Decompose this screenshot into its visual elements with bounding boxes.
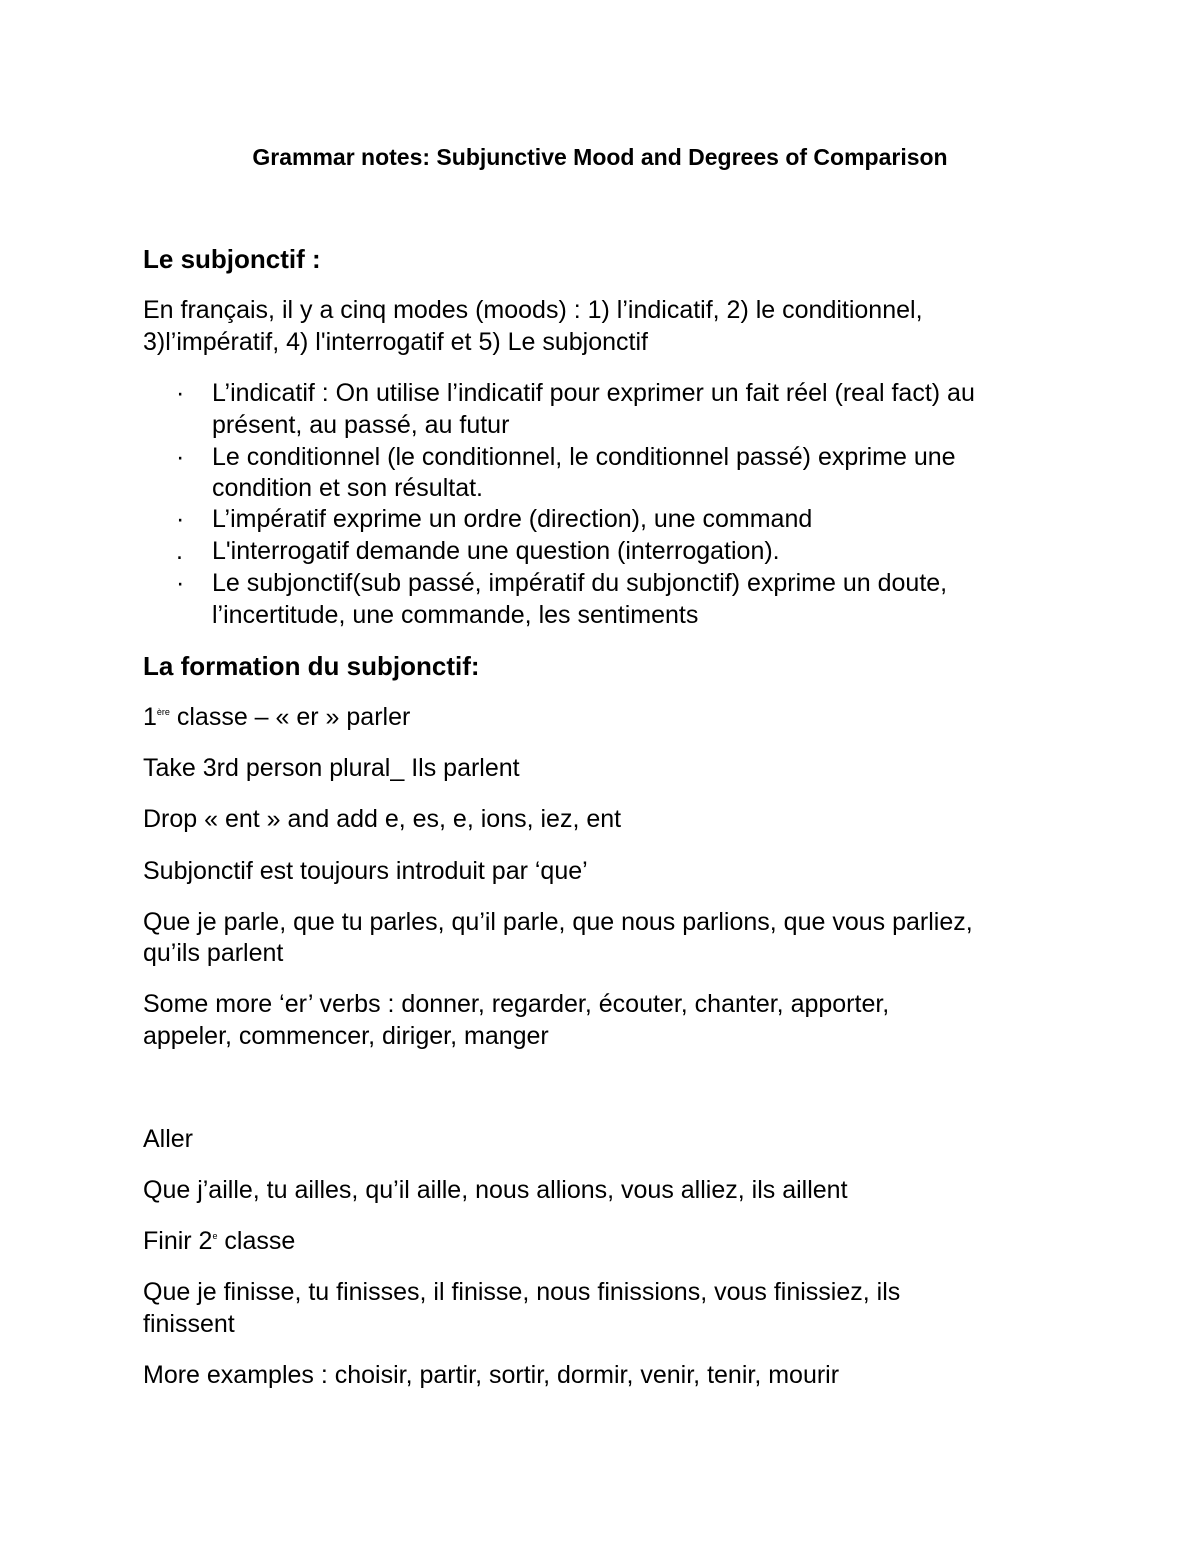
bullet-mark: · (176, 379, 185, 407)
first-class-superscript: ère (156, 707, 170, 717)
take-line: Take 3rd person plural_ Ils parlent (143, 754, 520, 782)
finir-conjugation-line-2: finissent (143, 1310, 235, 1338)
intro-line-2: 3)l’impératif, 4) l'interrogatif et 5) Le subjonctif (143, 328, 648, 356)
bullet-subjonctif-line-1: Le subjonctif(sub passé, impératif du subjonctif) exprime un doute, (212, 569, 948, 597)
first-class-text: classe – « er » parler (169, 703, 411, 731)
section-heading-subjonctif: Le subjonctif : (143, 244, 321, 274)
bullet-interrogatif: L'interrogatif demande une question (interrogation). (212, 537, 780, 565)
first-class-line (143, 701, 410, 733)
finir-conjugation-line-1: Que je finisse, tu finisses, il finisse, nous finissions, vous finissiez, ils (143, 1278, 901, 1306)
bullet-mark: . (176, 537, 183, 565)
bullet-mark: · (176, 443, 185, 471)
drop-line: Drop « ent » and add e, es, e, ions, iez, ent (143, 805, 622, 833)
finir-heading-text: Finir 2 (143, 1227, 213, 1255)
finir-superscript: e (212, 1231, 218, 1241)
parler-conjugation-line-2: qu’ils parlent (143, 939, 284, 967)
section-heading-formation: La formation du subjonctif: (143, 651, 480, 681)
bullet-indicatif-line-1: L’indicatif : On utilise l’indicatif pour exprimer un fait réel (real fact) au (212, 379, 975, 407)
parler-conjugation-line-1: Que je parle, que tu parles, qu’il parle, que nous parlions, que vous parliez, (143, 908, 973, 936)
finir-heading (143, 1225, 295, 1257)
finir-heading-rest: classe (217, 1227, 296, 1255)
first-class-number: 1 (143, 703, 157, 731)
aller-heading: Aller (143, 1125, 194, 1153)
bullet-subjonctif-line-2: l’incertitude, une commande, les sentiments (212, 601, 699, 629)
bullet-conditionnel-line-2: condition et son résultat. (212, 474, 483, 502)
bullet-conditionnel-line-1: Le conditionnel (le conditionnel, le conditionnel passé) exprime une (212, 443, 956, 471)
bullet-mark: · (176, 505, 185, 533)
more-examples-line: More examples : choisir, partir, sortir, dormir, venir, tenir, mourir (143, 1361, 840, 1389)
aller-conjugation: Que j’aille, tu ailles, qu’il aille, nous allions, vous alliez, ils aillent (143, 1176, 848, 1204)
bullet-mark: · (176, 569, 185, 597)
intro-line-1: En français, il y a cinq modes (moods) : 1) l’indicatif, 2) le conditionnel, (143, 296, 923, 324)
more-er-verbs-line-2: appeler, commencer, diriger, manger (143, 1022, 549, 1050)
bullet-indicatif-line-2: présent, au passé, au futur (212, 411, 510, 439)
que-line: Subjonctif est toujours introduit par ‘que’ (143, 857, 588, 885)
bullet-imperatif: L’impératif exprime un ordre (direction), une command (212, 505, 813, 533)
more-er-verbs-line-1: Some more ‘er’ verbs : donner, regarder, écouter, chanter, apporter, (143, 990, 890, 1018)
page-title: Grammar notes: Subjunctive Mood and Degrees of Comparison (252, 144, 948, 170)
